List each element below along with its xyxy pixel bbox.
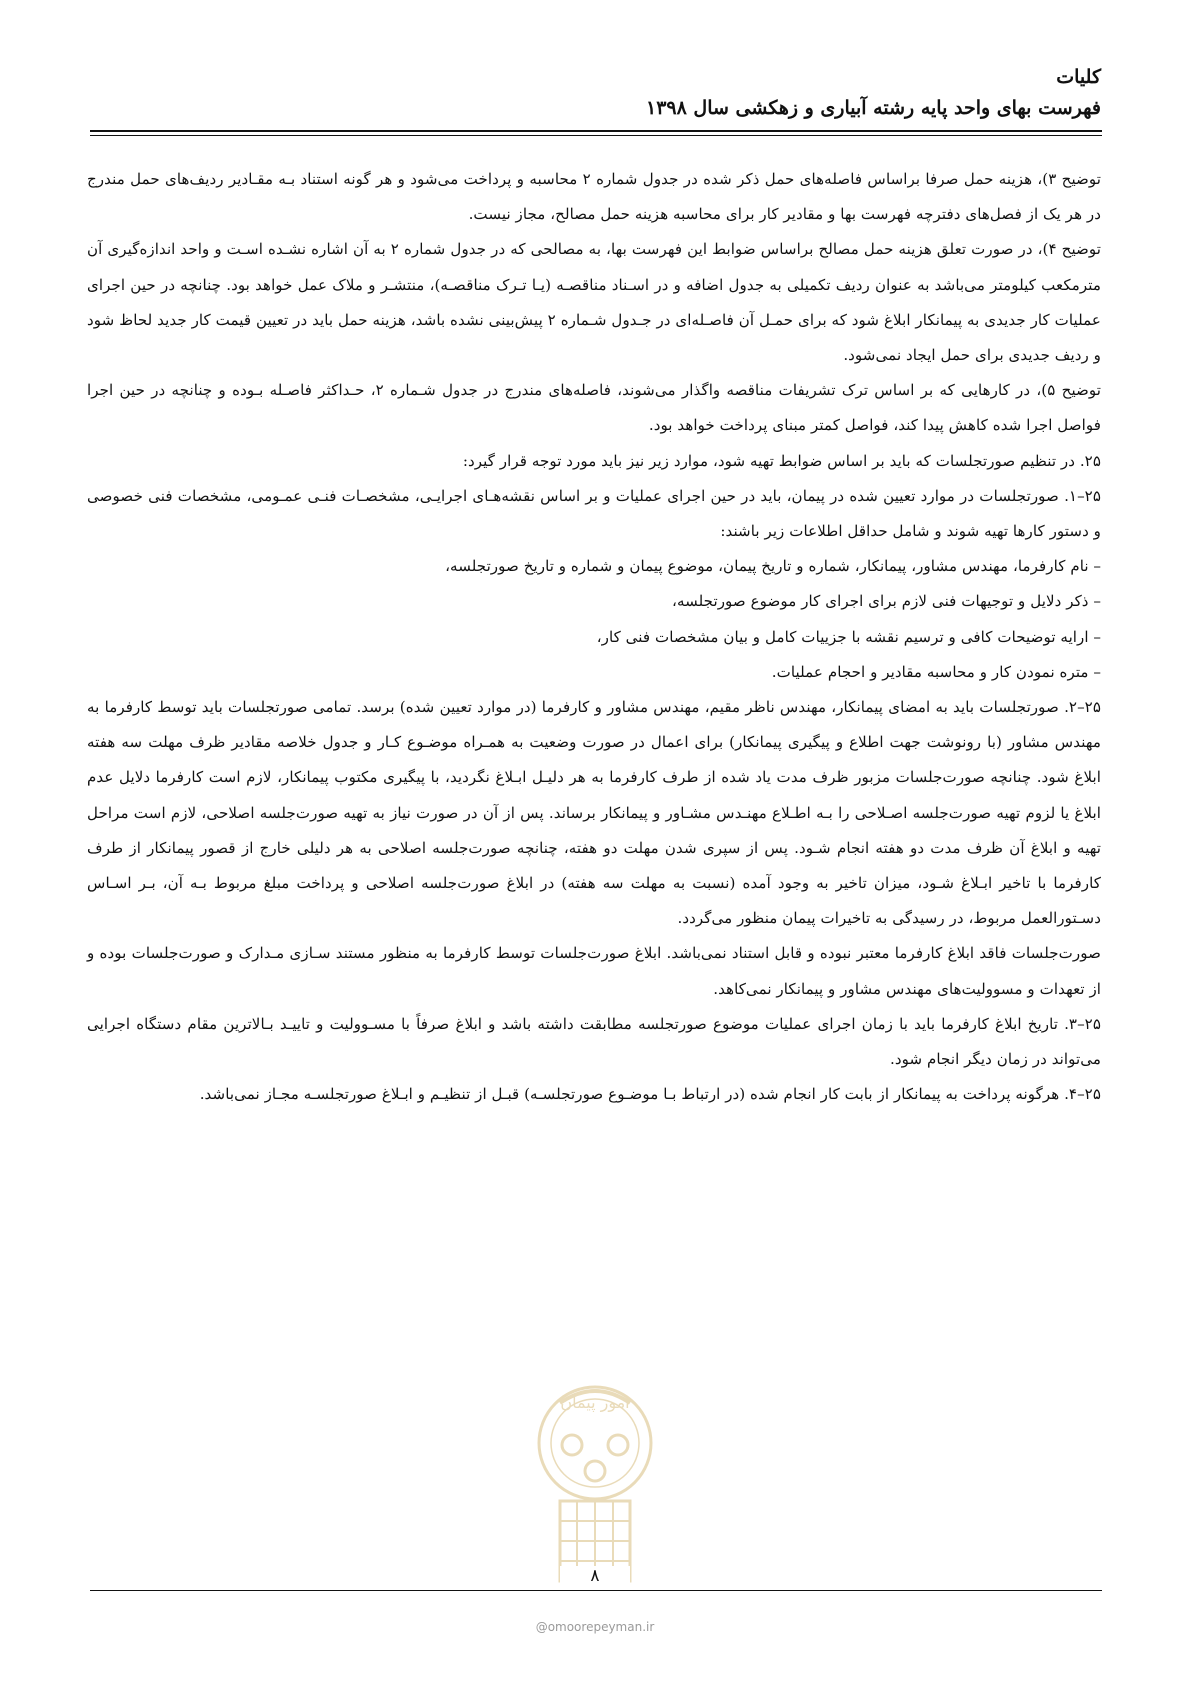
clause-25-1-paragraph: ۲۵–۱. صورتجلسات در موارد تعیین شده در پیمان، باید در حین اجرای عملیات و بر اساس نقشه‌هـای اجرایـی، مشخصـات فنـی عمـومی، مشخصات فنی خصوصی و دستور کارها تهیه شوند و شامل حداقل اطلاعات زیر باشند:: [87, 486, 1101, 541]
list-item: – نام کارفرما، مهندس مشاور، پیمانکار، شماره و تاریخ پیمان، موضوع پیمان و شماره و تاریخ صورتجلسه،: [445, 557, 1101, 576]
clause-25-2-paragraph: ۲۵–۲. صورتجلسات باید به امضای پیمانکار، مهندس ناظر مقیم، مهندس مشاور و کارفرما (در موارد تعیین شده) برسد. تمامی صورتجلسات باید توسط کارفرما به مهندس مشاور (با رونوشت جهت اطلاع و پیگیری پیمانکار) برای اعمال در صورت وضعیت به همـراه موضـوع کـار و جدول خلاصه مقادیر ظرف مهلت سه هفته ابلاغ شود. چنانچه صورت‌جلسات مزبور ظرف مدت یاد شده از طرف کارفرما به هر دلیـل ابـلاغ نگردید، با پیگیری مکتوب پیمانکار، لازم است کارفرما دلایل عدم ابلاغ یا لزوم تهیه صورت‌جلسه اصـلاحی را بـه اطـلاع مهنـدس مشـاور و پیمانکار برساند. پس از آن در صورت نیاز به تهیه صورت‌جلسه اصلاحی، لازم است مراحل تهیه و ابلاغ آن ظرف مدت دو هفته انجام شـود. پس از سپری شدن مهلت دو هفته، چنانچه صورت‌جلسه اصلاحی به هر دلیلی خارج از قصور پیمانکار از طرف کارفرما با تاخیر ابـلاغ شـود، میزان تاخیر به وجود آمده (نسبت به مهلت سه هفته) در ابلاغ صورت‌جلسه اصلاحی و پرداخت مبلغ مربوط بـه آن، بـر اسـاس دسـتورالعمل مربوط، در رسیدگی به تاخیرات پیمان منظور می‌گردد.: [87, 698, 1101, 928]
minutes-validity-paragraph: صورت‌جلسات فاقد ابلاغ کارفرما معتبر نبوده و قابل استناد نمی‌باشد. ابلاغ صورت‌جلسات توسط کارفرما به منظور مستند سـازی مـدارک و صورت‌جلسات بوده و از تعهدات و مسوولیت‌های مهندس مشاور و پیمانکار نمی‌کاهد.: [87, 944, 1101, 998]
header-rule-thin: [90, 135, 1102, 136]
clause-25-4-paragraph: ۲۵–۴. هرگونه پرداخت به پیمانکار از بابت کار انجام شده (در ارتباط بـا موضـوع صورتجلسـه) قبـل از تنظیـم و ابـلاغ صورتجلسـه مجـاز نمی‌باشد.: [199, 1085, 1101, 1104]
watermark-seal-icon: [520, 1383, 670, 1593]
clause-25-3-paragraph: ۲۵–۳. تاریخ ابلاغ کارفرما باید با زمان اجرای عملیات موضوع صورتجلسه مطابقت داشته باشد و ابلاغ صرفاً با مسـوولیت و تاییـد بـالاترین مقام دستگاه اجرایی می‌تواند در زمان دیگر انجام شود.: [87, 1014, 1101, 1069]
header-title: کلیات: [1056, 66, 1101, 88]
note-3-paragraph: توضیح ۳)، هزینه حمل صرفا براساس فاصله‌های حمل ذکر شده در جدول شماره ۲ محاسبه و پرداخت می‌شود و هر گونه استناد بـه مقـادیر ردیف‌های حمل مندرج در هر یک از فصل‌های دفترچه فهرست بها و مقادیر کار برای محاسبه هزینه حمل مصالح، مجاز نیست.: [87, 170, 1101, 224]
list-item: – ذکر دلایل و توجیهات فنی لازم برای اجرای کار موضوع صورتجلسه،: [672, 592, 1101, 611]
watermark-site: @omoorepeyman.ir: [535, 1620, 655, 1634]
header-subtitle: فهرست بهای واحد پایه رشته آبیاری و زهکشی سال ۱۳۹۸: [645, 97, 1101, 119]
page-number: ۸: [560, 1566, 630, 1586]
list-item: – متره نمودن کار و محاسبه مقادیر و احجام عملیات.: [771, 662, 1101, 681]
document-body: [87, 162, 1101, 1112]
watermark-logo-text: امور پیمان: [560, 1393, 630, 1412]
note-4-paragraph: توضیح ۴)، در صورت تعلق هزینه حمل مصالح براساس ضوابط این فهرست بها، به مصالحی که در جدول شماره ۲ به آن اشاره نشـده اسـت و واحد اندازه‌گیری آن مترمکعب کیلومتر می‌باشد به عنوان ردیف تکمیلی به جدول اضافه و در اسـناد مناقصـه (یـا تـرک مناقصـه)، منتشـر و ملاک عمل خواهد بود. چنانچه در حین اجرای عملیات کار جدیدی به پیمانکار ابلاغ شود که برای حمـل آن فاصـله‌ای در جـدول شـماره ۲ پیش‌بینی نشده باشد، هزینه حمل باید در تعیین قیمت کار جدید لحاظ شود و ردیف جدیدی برای حمل ایجاد نمی‌شود.: [87, 240, 1102, 365]
footer-rule: [90, 1590, 1102, 1591]
header-rule-thick: [90, 130, 1102, 132]
note-5-paragraph: توضیح ۵)، در کارهایی که بر اساس ترک تشریفات مناقصه واگذار می‌شوند، فاصله‌های مندرج در جدول شـماره ۲، حـداکثر فاصـله بـوده و چنانچه در حین اجرا فواصل اجرا شده کاهش پیدا کند، فواصل کمتر مبنای پرداخت خواهد بود.: [87, 381, 1101, 435]
list-item: – ارایه توضیحات کافی و ترسیم نقشه با جزییات کامل و بیان مشخصات فنی کار،: [596, 627, 1101, 646]
page-header: [89, 62, 1101, 124]
clause-25-paragraph: ۲۵. در تنظیم صورتجلسات که باید بر اساس ضوابط تهیه شود، موارد زیر نیز باید مورد توجه قرار گیرد:: [462, 451, 1101, 470]
